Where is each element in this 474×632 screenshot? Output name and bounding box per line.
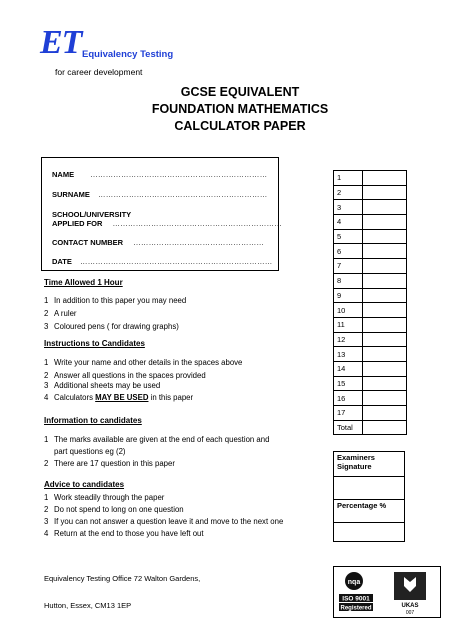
question-number: 5 xyxy=(334,229,363,244)
information-item: 2 There are 17 question in this paper xyxy=(44,459,175,468)
signature-label: Signature xyxy=(334,461,404,477)
advice-item: 3 If you can not answer a question leave it and move to the next one xyxy=(44,517,284,526)
signature-field[interactable] xyxy=(334,477,404,500)
marks-row xyxy=(334,391,407,406)
question-number: 2 xyxy=(334,185,363,200)
information-item: 1 The marks available are given at the end of each question and xyxy=(44,435,270,444)
marks-row xyxy=(334,317,407,332)
marks-row xyxy=(334,215,407,230)
name-dots: …………………………………………………………… xyxy=(90,170,268,179)
marks-cell[interactable] xyxy=(363,273,407,288)
instruction-item: 3 Additional sheets may be used xyxy=(44,381,161,390)
marks-row xyxy=(334,200,407,215)
footer-address-line-1: Equivalency Testing Office 72 Walton Gardens, xyxy=(44,574,201,583)
instruction-item: 4 Calculators MAY BE USED in this paper xyxy=(44,393,194,402)
question-number: 4 xyxy=(334,215,363,230)
marks-row xyxy=(334,229,407,244)
school-label-2: APPLIED FOR xyxy=(52,219,103,228)
question-number: 6 xyxy=(334,244,363,259)
svg-text:nqa: nqa xyxy=(347,579,361,586)
information-item-continued: part questions eg (2) xyxy=(54,447,126,456)
percentage-label: Percentage % xyxy=(337,501,387,510)
marks-cell[interactable] xyxy=(363,171,407,186)
ukas-logo xyxy=(394,572,426,616)
marks-row xyxy=(334,244,407,259)
title-line-2: FOUNDATION MATHEMATICS xyxy=(151,102,329,116)
instruction-item: 2 Answer all questions in the spaces provided xyxy=(44,371,206,380)
certification-graphic xyxy=(334,567,440,617)
marks-table xyxy=(333,170,407,435)
svg-text:ISO 9001: ISO 9001 xyxy=(342,595,370,603)
marks-cell[interactable] xyxy=(363,288,407,303)
logo-company-name: Equivalency Testing xyxy=(82,49,174,60)
time-item: 3 Coloured pens ( for drawing graphs) xyxy=(44,322,179,331)
marks-row xyxy=(334,332,407,347)
surname-label: SURNAME xyxy=(52,190,90,199)
date-dots: ………………………………………………………………… xyxy=(79,257,273,266)
marks-row xyxy=(334,361,407,376)
surname-dots: ………………………………………………………… xyxy=(98,190,268,199)
name-field[interactable] xyxy=(52,170,267,179)
marks-row xyxy=(334,376,407,391)
time-heading: Time Allowed 1 Hour xyxy=(44,278,123,287)
marks-row xyxy=(334,303,407,318)
marks-cell[interactable] xyxy=(363,317,407,332)
question-number: 11 xyxy=(334,317,363,332)
marks-cell[interactable] xyxy=(363,200,407,215)
logo-mark: ET xyxy=(40,24,82,61)
logo-tagline: for career development xyxy=(55,67,143,77)
question-number: 7 xyxy=(334,259,363,274)
instruction-item: 1 Write your name and other details in the spaces above xyxy=(44,358,243,367)
marks-cell[interactable] xyxy=(363,244,407,259)
marks-cell[interactable] xyxy=(363,185,407,200)
question-number: 1 xyxy=(334,171,363,186)
surname-field[interactable] xyxy=(52,190,267,199)
advice-item: 1 Work steadily through the paper xyxy=(44,493,165,502)
marks-row xyxy=(334,347,407,362)
footer-address-line-2: Hutton, Essex, CM13 1EP xyxy=(44,601,132,610)
certification-logos xyxy=(333,566,441,618)
question-number: 10 xyxy=(334,303,363,318)
advice-item: 4 Return at the end to those you have left out xyxy=(44,529,204,538)
school-dots: ………………………………………………………… xyxy=(112,219,282,228)
name-label: NAME xyxy=(52,170,75,179)
marks-row xyxy=(334,273,407,288)
marks-row xyxy=(334,171,407,186)
school-field[interactable] xyxy=(52,219,282,228)
marks-cell[interactable] xyxy=(363,215,407,230)
total-label: Total xyxy=(334,420,363,435)
marks-row xyxy=(334,406,407,421)
question-number: 17 xyxy=(334,406,363,421)
question-number: 3 xyxy=(334,200,363,215)
instructions-heading: Instructions to Candidates xyxy=(44,339,145,348)
contact-dots: …………………………………………… xyxy=(133,238,265,247)
title-line-3: CALCULATOR PAPER xyxy=(174,119,306,133)
marks-row xyxy=(334,259,407,274)
marks-cell[interactable] xyxy=(363,259,407,274)
percentage-field[interactable] xyxy=(334,522,404,541)
contact-field[interactable] xyxy=(52,238,264,247)
marks-cell[interactable] xyxy=(363,229,407,244)
svg-text:007: 007 xyxy=(405,610,415,616)
nqa-logo xyxy=(339,572,373,612)
marks-cell[interactable] xyxy=(363,391,407,406)
marks-cell[interactable] xyxy=(363,347,407,362)
calculator-emphasis: MAY BE USED xyxy=(95,393,149,402)
information-heading: Information to candidates xyxy=(44,416,142,425)
date-label: DATE xyxy=(52,257,72,266)
marks-row xyxy=(334,185,407,200)
marks-cell[interactable] xyxy=(363,303,407,318)
question-number: 14 xyxy=(334,361,363,376)
marks-cell[interactable] xyxy=(363,376,407,391)
total-cell[interactable] xyxy=(363,420,407,435)
marks-cell[interactable] xyxy=(363,332,407,347)
question-number: 9 xyxy=(334,288,363,303)
question-number: 12 xyxy=(334,332,363,347)
examiners-label: Examiners xyxy=(337,453,375,462)
contact-label: CONTACT NUMBER xyxy=(52,238,124,247)
svg-text:UKAS: UKAS xyxy=(401,603,419,609)
examiners-box xyxy=(333,451,405,542)
advice-heading: Advice to candidates xyxy=(44,480,125,489)
question-number: 13 xyxy=(334,347,363,362)
question-number: 8 xyxy=(334,273,363,288)
question-number: 16 xyxy=(334,391,363,406)
marks-cell[interactable] xyxy=(363,361,407,376)
time-item: 1 In addition to this paper you may need xyxy=(44,296,187,305)
svg-text:Registered: Registered xyxy=(340,605,372,612)
question-number: 15 xyxy=(334,376,363,391)
marks-cell[interactable] xyxy=(363,406,407,421)
time-item: 2 A ruler xyxy=(44,309,77,318)
advice-item: 2 Do not spend to long on one question xyxy=(44,505,184,514)
marks-row xyxy=(334,288,407,303)
school-label-1: SCHOOL/UNIVERSITY xyxy=(52,210,132,219)
title-line-1: GCSE EQUIVALENT xyxy=(180,85,300,99)
date-field[interactable] xyxy=(52,257,272,266)
marks-total-row xyxy=(334,420,407,435)
